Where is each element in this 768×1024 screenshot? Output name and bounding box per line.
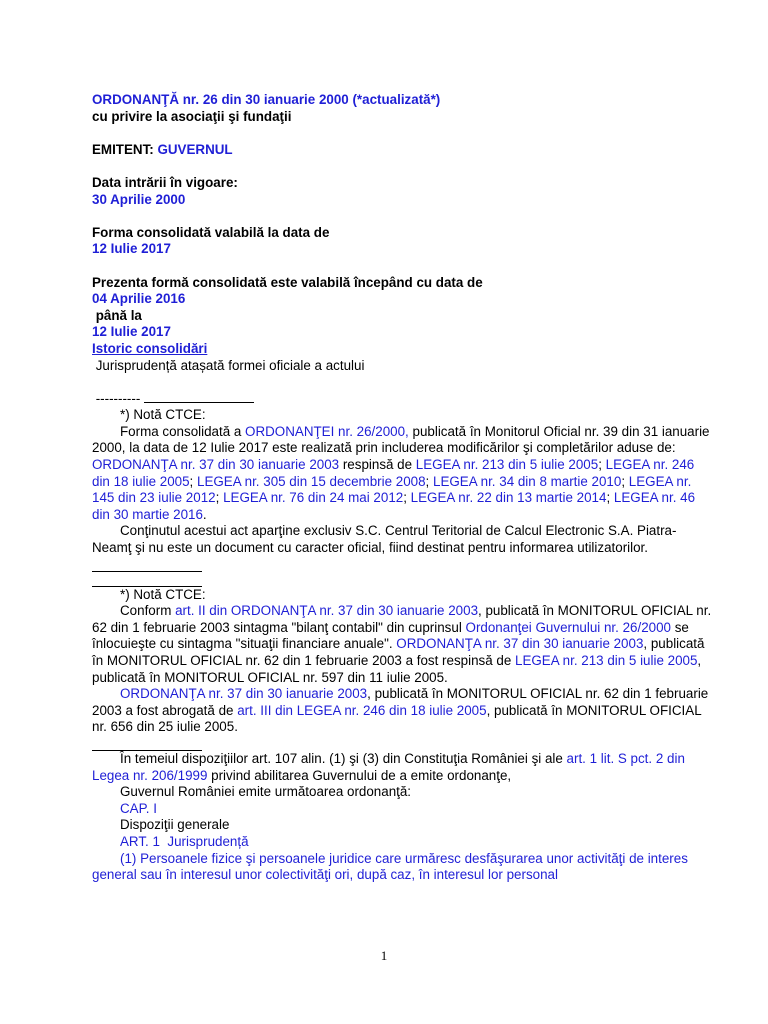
link-legea-46[interactable]: LEGEA nr. 46 din 30 martie 2016 <box>92 490 696 522</box>
nota1-paragraph1 <box>92 424 712 524</box>
underline-rule <box>144 391 254 403</box>
link-ordonanta-37[interactable]: ORDONANŢA nr. 37 din 30 ianuarie 2003 <box>92 457 340 473</box>
text: , publicată în MONITORUL OFICIAL nr. 62 din 1 februarie 2003 sintagma "bilanţ contabil" din cuprinsul <box>92 603 712 635</box>
text: În temeiul dispoziţiilor art. 107 alin. (1) şi (3) din Constituţia României şi ale <box>120 750 567 766</box>
guvern-line: Guvernul României emite următoarea ordonanţă: <box>120 784 412 800</box>
pana-label: până la <box>92 307 142 323</box>
text: ; <box>215 490 224 506</box>
vigoare-label: Data intrării în vigoare: <box>92 174 238 190</box>
jurisprudenta-note: Jurisprudență atașată formei oficiale a actului <box>92 357 365 373</box>
underline-rule <box>92 572 202 587</box>
document-title: ORDONANŢĂ nr. 26 din 30 ianuarie 2000 (*actualizată*) <box>92 92 441 107</box>
link-legea-246[interactable]: LEGEA nr. 246 din 18 iulie 2005 <box>92 457 695 489</box>
chapter-title: Dispoziţii generale <box>120 817 230 833</box>
link-legea-213[interactable]: LEGEA nr. 213 din 5 iulie 2005 <box>415 457 599 473</box>
text: publicată în Monitorul Oficial nr. 39 din 31 ianuarie 2000, la data de 12 Iulie 2017 este realizată prin includerea modificărilor şi completărilor aduse de: <box>92 423 710 456</box>
text: ; <box>621 473 629 489</box>
text: Forma consolidată a <box>120 423 246 439</box>
text: , publicată în MONITORUL OFICIAL nr. 62 din 1 februarie 2003 a fost respinsă de <box>92 636 705 668</box>
dashes: ---------- <box>92 390 145 406</box>
link-legea-213[interactable]: LEGEA nr. 213 din 5 iulie 2005 <box>515 653 698 668</box>
nota2-paragraph1 <box>92 603 712 686</box>
text: ; <box>189 473 197 489</box>
text: Conform <box>120 603 176 619</box>
link-art-ii-ordonanta-37[interactable]: art. II din ORDONANŢA nr. 37 din 30 ianuarie 2003 <box>175 603 479 619</box>
forma-label: Forma consolidată valabilă la data de <box>92 224 330 240</box>
nota2-label: *) Notă CTCE: <box>120 586 206 602</box>
emitent-line <box>92 142 712 159</box>
link-ordonantei-26[interactable]: ORDONANŢEI nr. 26/2000, <box>245 423 409 439</box>
link-legea-34[interactable]: LEGEA nr. 34 din 8 martie 2010 <box>433 473 622 489</box>
text: privind abilitarea Guvernului de a emite ordonanţe, <box>207 767 512 783</box>
link-art-1-legea-206[interactable]: art. 1 lit. S pct. 2 din Legea nr. 206/1999 <box>92 750 685 783</box>
article-1-alin-1[interactable]: (1) Persoanele fizice şi persoanele juridice care urmăresc desfăşurarea unor activităţi de interes general sau în interesul unor colectivităţi ori, după caz, în interesul lor personal <box>92 850 688 883</box>
page-number: 1 <box>380 948 388 963</box>
forma-value: 12 Iulie 2017 <box>92 241 171 257</box>
link-art-iii-legea-246[interactable]: art. III din LEGEA nr. 246 din 18 iulie 2005 <box>237 702 487 718</box>
text: , publicată în MONITORUL OFICIAL nr. 62 din 1 februarie 2003 a fost abrogată de <box>92 686 709 718</box>
start-date: 04 Aprilie 2016 <box>92 291 186 307</box>
link-ordonantei-guvernului-26[interactable]: Ordonanţei Guvernului nr. 26/2000 <box>465 619 671 635</box>
chapter-heading[interactable]: CAP. I <box>120 800 157 816</box>
link-ordonanta-37[interactable]: ORDONANŢA nr. 37 din 30 ianuarie 2003 <box>396 636 644 652</box>
article-heading <box>92 834 712 851</box>
nota2-paragraph2 <box>92 686 712 736</box>
text: , publicată în MONITORUL OFICIAL nr. 656 din 25 iulie 2005. <box>92 702 702 735</box>
article-number[interactable]: ART. 1 <box>120 833 160 849</box>
nota1-paragraph2: Conţinutul acestui act aparţine exclusiv S.C. Centrul Teritorial de Calcul Electronic S.A. Piatra-Neamţ şi nu este un document cu caracter oficial, fiind destinat pentru informarea utilizatorilor. <box>92 523 677 556</box>
text: ; <box>403 490 411 506</box>
link-ordonanta-37[interactable]: ORDONANŢA nr. 37 din 30 ianuarie 2003 <box>120 686 368 702</box>
separator-line <box>92 391 712 408</box>
nota1-label: *) Notă CTCE: <box>120 407 206 423</box>
link-legea-305[interactable]: LEGEA nr. 305 din 15 decembrie 2008 <box>197 473 426 489</box>
end-date: 12 Iulie 2017 <box>92 324 171 340</box>
text: ; <box>425 473 433 489</box>
temei-paragraph <box>92 751 712 784</box>
emitent-value: GUVERNUL <box>157 141 233 157</box>
text: se înlocuieşte cu sintagma "situaţii financiare anuale". <box>92 619 689 652</box>
prezenta-label: Prezenta formă consolidată este valabilă începând cu data de <box>92 274 483 290</box>
link-legea-22[interactable]: LEGEA nr. 22 din 13 martie 2014 <box>410 490 607 506</box>
document-page <box>92 92 712 884</box>
link-legea-76[interactable]: LEGEA nr. 76 din 24 mai 2012 <box>223 490 404 506</box>
emitent-label: EMITENT: <box>92 141 158 157</box>
underline-rule <box>92 557 202 572</box>
text: , publicată în MONITORUL OFICIAL nr. 597 din 11 iulie 2005. <box>92 653 702 685</box>
jurisprudenta-link[interactable]: Jurisprudență <box>167 833 249 849</box>
text: . <box>202 506 207 522</box>
text: ; <box>598 457 606 473</box>
underline-rule <box>92 736 202 751</box>
text: ; <box>606 490 614 506</box>
text: respinsă de <box>339 457 416 473</box>
istoric-link[interactable]: Istoric consolidări <box>92 340 208 356</box>
document-subtitle: cu privire la asociaţii şi fundaţii <box>92 108 292 124</box>
vigoare-value: 30 Aprilie 2000 <box>92 191 186 207</box>
link-legea-145[interactable]: LEGEA nr. 145 din 23 iulie 2012 <box>92 473 692 506</box>
